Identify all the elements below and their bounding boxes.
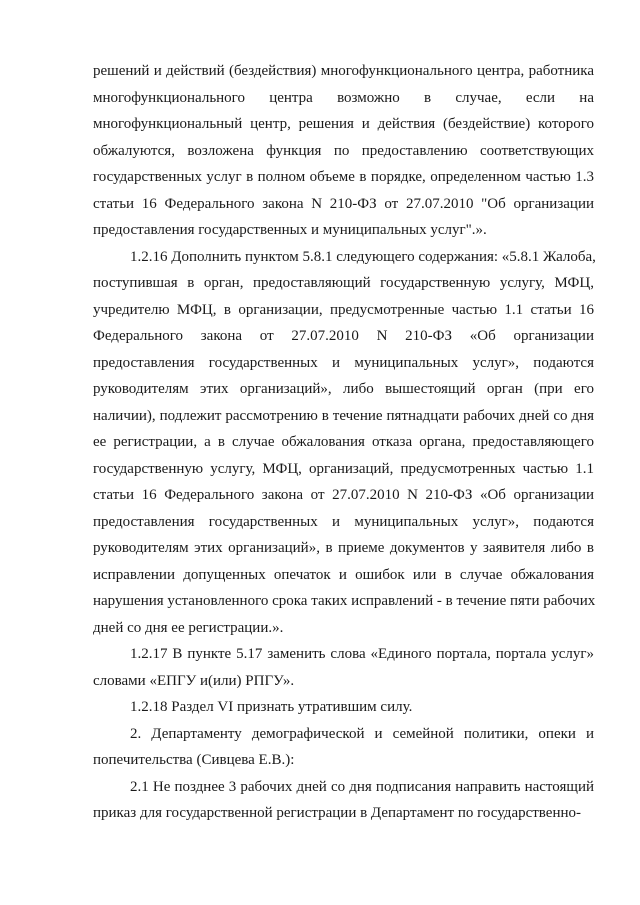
text-line: руководителям этих организаций», в приеме документов у заявителя либо в [93,540,594,556]
paragraph-p-1-2-18 [93,694,594,721]
text-line: исправлении допущенных опечаток и ошибок или в случае обжалования [93,566,594,583]
paragraph-p-2 [93,721,594,774]
text-line: предоставления государственных и муниципальных услуг», подаются [93,354,594,371]
text-line: решений и действий (бездействия) многофункционального центра, работника [93,63,594,79]
text-line: наличии), подлежит рассмотрению в течение пятнадцати рабочих дней со дня [93,407,594,424]
text-line: приказ для государственной регистрации в Департамент по государственно- [93,805,582,821]
text-line: Федерального закона от 27.07.2010 N 210-ФЗ «Об организации [93,328,594,344]
text-line: статьи 16 Федерального закона от 27.07.2010 N 210-ФЗ «Об организации [93,487,594,503]
paragraph-p-continuation [93,58,594,244]
text-line: нарушения установленного срока таких исправлений - в течение пяти рабочих [93,593,596,609]
text-line: государственную услугу, МФЦ, организаций, предусмотренных частью 1.1 [93,460,594,477]
text-line: предоставления государственных и муниципальных услуг», подаются [93,513,594,530]
text-line: поступившая в орган, предоставляющий государственную услугу, МФЦ, [93,275,594,291]
document-body [93,58,594,827]
text-line: 2.1 Не позднее 3 рабочих дней со дня подписания направить настоящий [130,778,594,795]
text-line: государственных услуг в полном объеме в порядке, определенном частью 1.3 [93,169,594,185]
text-line: 2. Департаменту демографической и семейной политики, опеки и [130,725,594,742]
paragraph-p-1-2-16 [93,244,594,642]
text-line: 1.2.17 В пункте 5.17 заменить слова «Единого портала, портала услуг» [130,646,594,662]
text-line: ее регистрации, а в случае обжалования отказа органа, предоставляющего [93,434,594,450]
text-line: обжалуются, возложена функция по предоставлению соответствующих [93,142,594,159]
paragraph-p-2-1 [93,774,594,827]
text-line: руководителям этих организаций», либо вышестоящий орган (при его [93,381,594,397]
text-line: учредителю МФЦ, в организации, предусмотренные частью 1.1 статьи 16 [93,301,594,318]
text-line: 1.2.18 Раздел VI признать утратившим силу. [130,699,413,715]
text-line: многофункционального центра возможно в случае, если на [93,89,594,106]
text-line: попечительства (Сивцева Е.В.): [93,752,295,768]
paragraph-p-1-2-17 [93,641,594,694]
text-line: 1.2.16 Дополнить пунктом 5.8.1 следующего содержания: «5.8.1 Жалоба, [130,248,596,265]
text-line: многофункциональный центр, решения и действия (бездействие) которого [93,116,594,132]
text-line: предоставления государственных и муниципальных услуг".». [93,222,487,238]
text-line: словами «ЕПГУ и(или) РПГУ». [93,672,295,689]
text-line: дней со дня ее регистрации.». [93,619,284,636]
text-line: статьи 16 Федерального закона N 210-ФЗ от 27.07.2010 "Об организации [93,195,594,212]
